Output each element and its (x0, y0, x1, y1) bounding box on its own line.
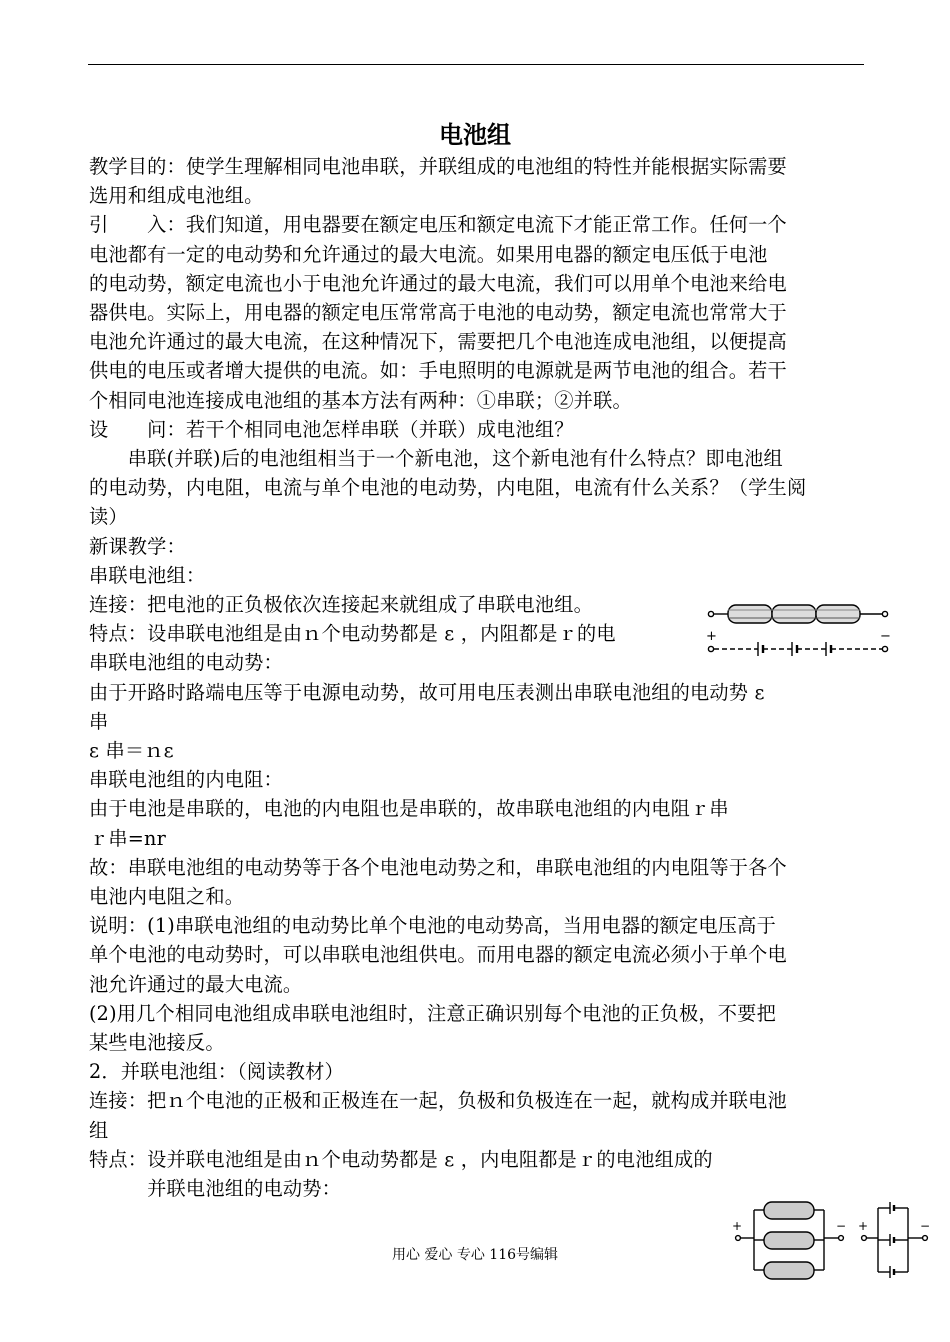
text-line: 教学目的：使学生理解相同电池串联，并联组成的电池组的特性并能根据实际需要 (89, 155, 787, 178)
text-line: 由于开路时路端电压等于电源电动势，故可用电压表测出串联电池组的电动势 ε (89, 680, 765, 704)
text-line: 串联电池组： (89, 563, 206, 587)
minus-label: − (920, 1219, 931, 1233)
minus-label: − (836, 1219, 847, 1233)
text-line: 组 (89, 1118, 109, 1142)
text-line: ｒ串=nr (89, 826, 166, 850)
plus-label: + (706, 629, 717, 644)
text-line: 故：串联电池组的电动势等于各个电池电动势之和，串联电池组的内电阻等于各个 (89, 855, 787, 879)
text-line: 串联电池组的电动势： (89, 651, 283, 675)
text-line: 器供电。实际上，用电器的额定电压常常高于电池的电动势，额定电流也常常大于 (89, 301, 787, 324)
plus-label: + (732, 1219, 743, 1233)
page-title: 电池组 (439, 120, 511, 149)
header-rule (88, 64, 864, 65)
text-line: ε 串＝ｎε (89, 739, 174, 762)
plus-label: + (858, 1219, 869, 1233)
text-line: 电池允许通过的最大电流，在这种情况下，需要把几个电池连成电池组，以便提高 (89, 330, 787, 354)
text-line: 池允许通过的最大电流。 (89, 972, 303, 996)
text-line: 读） (89, 505, 128, 529)
text-line: 特点：设串联电池组是由ｎ个电动势都是 ε ，内阻都是ｒ的电 (89, 622, 616, 646)
parallel-battery-figure (728, 1196, 943, 1286)
minus-label: − (880, 629, 891, 644)
text-line: 供电的电压或者增大提供的电流。如：手电照明的电源就是两节电池的组合。若干 (89, 359, 787, 383)
text-line: 选用和组成电池组。 (89, 184, 264, 208)
text-line: 的电动势，额定电流也小于电池允许通过的最大电流，我们可以用单个电池来给电 (89, 271, 787, 295)
text-line: 说明：(1)串联电池组的电动势比单个电池的电动势高，当用电器的额定电压高于 (89, 914, 776, 938)
text-line: 由于电池是串联的，电池的内电阻也是串联的，故串联电池组的内电阻ｒ串 (89, 797, 729, 821)
text-line: 个相同电池连接成电池组的基本方法有两种：①串联；②并联。 (89, 388, 632, 412)
text-line: 串 (89, 709, 109, 733)
text-line: 某些电池接反。 (89, 1031, 225, 1054)
text-line: 电池内电阻之和。 (89, 885, 245, 908)
series-battery-figure (704, 600, 894, 662)
text-line: 新课教学： (89, 534, 186, 558)
page-footer: 用心 爱心 专心 116号编辑 (391, 1247, 559, 1263)
text-line: 连接：把ｎ个电池的正极和正极连在一起，负极和负极连在一起，就构成并联电池 (89, 1089, 787, 1113)
text-line: 并联电池组的电动势： (89, 1177, 342, 1200)
text-line: 串联电池组的内电阻： (89, 768, 283, 792)
text-line: 连接：把电池的正负极依次连接起来就组成了串联电池组。 (89, 593, 594, 616)
text-line: (2)用几个相同电池组成串联电池组时，注意正确识别每个电池的正负极，不要把 (89, 1001, 776, 1025)
text-line: 引 入：我们知道，用电器要在额定电压和额定电流下才能正常工作。任何一个 (89, 213, 787, 237)
text-line: 设 问：若干个相同电池怎样串联（并联）成电池组？ (89, 417, 574, 441)
text-line: 单个电池的电动势时，可以串联电池组供电。而用电器的额定电流必须小于单个电 (89, 943, 787, 967)
text-line: 的电动势，内电阻，电流与单个电池的电动势，内电阻，电流有什么关系？（学生阅 (89, 476, 807, 500)
text-line: 电池都有一定的电动势和允许通过的最大电流。如果用电器的额定电压低于电池 (89, 242, 768, 266)
text-line: 串联(并联)后的电池组相当于一个新电池，这个新电池有什么特点？即电池组 (89, 447, 783, 470)
text-line: 2．并联电池组：（阅读教材） (89, 1060, 344, 1084)
text-line: 特点：设并联电池组是由ｎ个电动势都是 ε ，内电阻都是ｒ的电池组成的 (89, 1147, 713, 1171)
